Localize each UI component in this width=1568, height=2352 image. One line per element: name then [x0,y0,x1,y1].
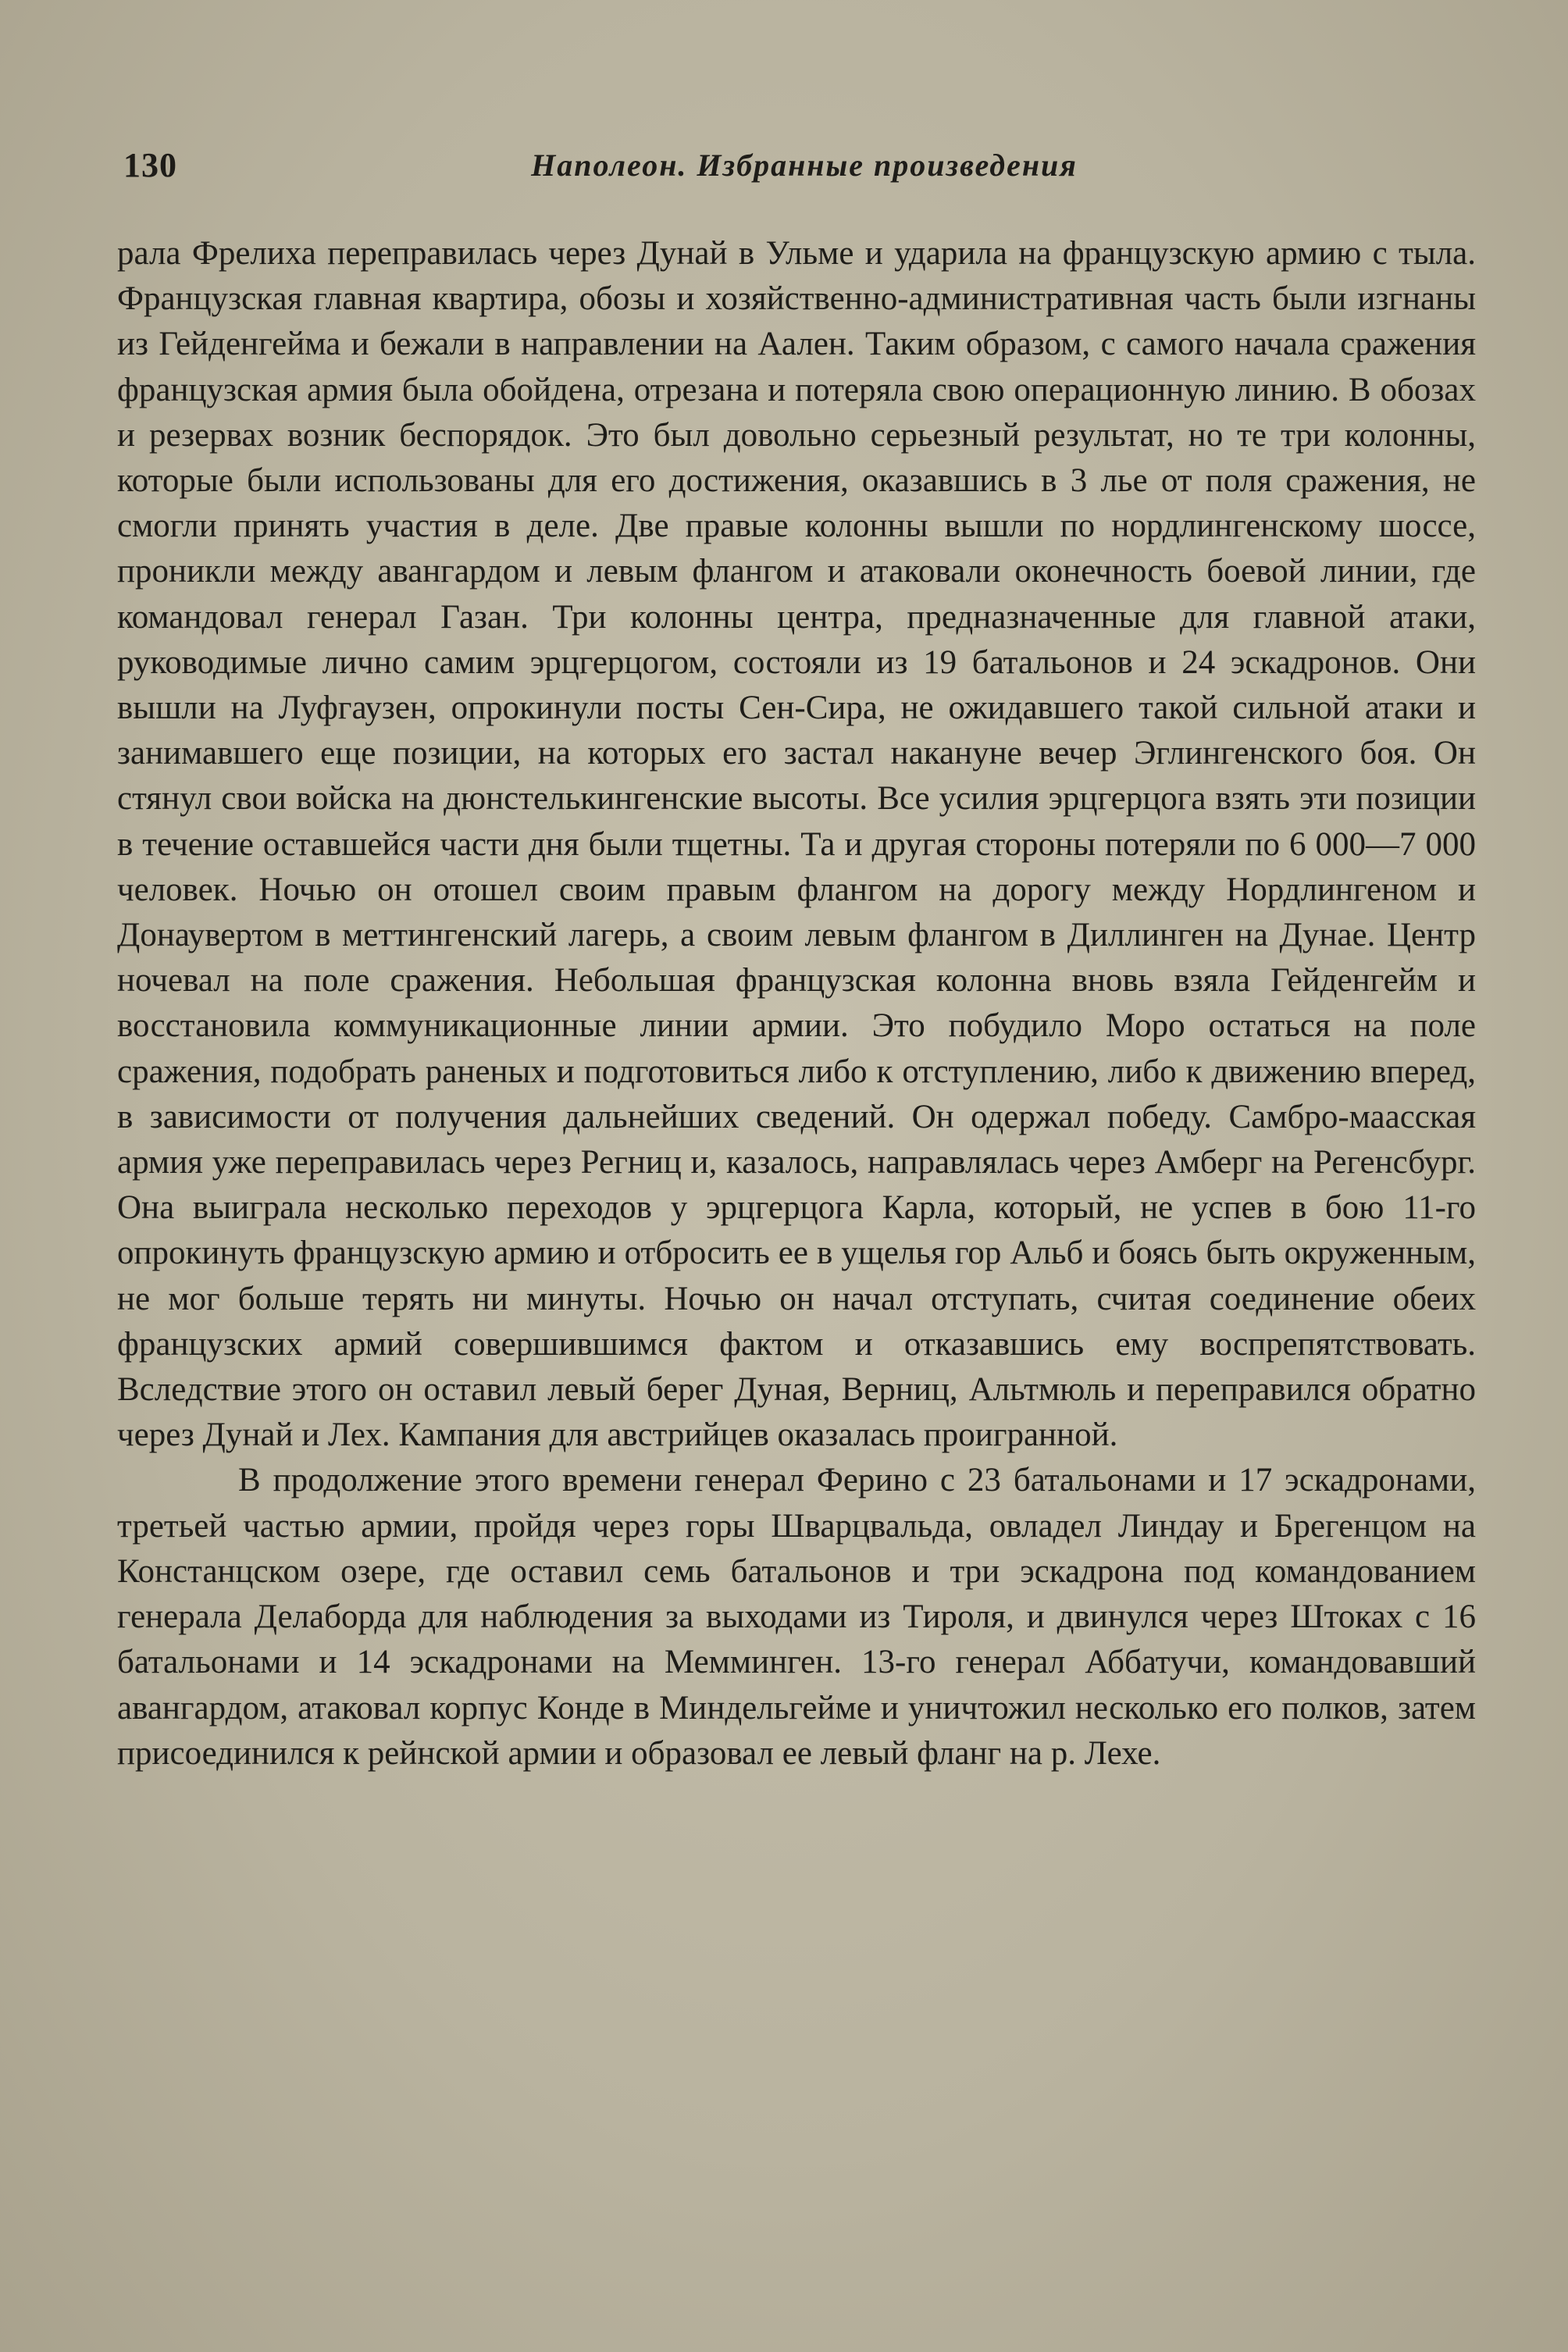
running-header [117,145,1491,192]
paragraph-ferino: В продолжение этого времени генерал Ферино с 23 батальонами и 17 эскадронами, третьей частью армии, пройдя через горы Шварцвальда, овладел Линдау и Брегенцом на Констанцском озере, где оставил семь батальонов и три эскадрона под командованием генерала Делаборда для наблюдения за выходами из Тироля, и двинулся через Штоках с 16 батальонами и 14 эскадронами на Мемминген. 13-го генерал Аббатучи, командовавший авангардом, атаковал корпус Конде в Миндельгейме и уничтожил несколько его полков, затем присоединился к рейнской армии и образовал ее левый фланг на р. Лехе. [117,1462,1476,1772]
paragraph-continuation: рала Фрелиха переправилась через Дунай в Ульме и ударила на французскую армию с тыла. Французская главная квартира, обозы и хозяйственно-административная часть были изгнаны из Гейденгейма и бежали в направлении на Аален. Таким образом, с самого начала сражения французская армия была обойдена, отрезана и потеряла свою операционную линию. В обозах и резервах возник беспорядок. Это был довольно серьезный результат, но те три колонны, которые были использованы для его достижения, оказавшись в 3 лье от поля сражения, не смогли принять участия в деле. Две правые колонны вышли по нордлингенскому шоссе, проникли между авангардом и левым флангом и атаковали оконечность боевой линии, где командовал генерал Газан. Три колонны центра, предназначенные для главной атаки, руководимые лично самим эрцгерцогом, состояли из 19 батальонов и 24 эскадронов. Они вышли на Луфгаузен, опрокинули посты Сен-Сира, не ожидавшего такой сильной атаки и занимавшего еще позиции, на которых его застал накануне вечер Эглингенского боя. Он стянул свои войска на дюнстелькингенские высоты. Все усилия эрцгерцога взять эти позиции в течение оставшейся части дня были тщетны. Та и другая стороны потеряли по 6 000—7 000 человек. Ночью он отошел своим правым флангом на дорогу между Нордлингеном и Донаувертом в меттингенский лагерь, а своим левым флангом в Диллинген на Дунае. Центр ночевал на поле сражения. Небольшая французская колонна вновь взяла Гейденгейм и восстановила коммуникационные линии армии. Это побудило Моро остаться на поле сражения, подобрать раненых и подготовиться либо к отступлению, либо к движению вперед, в зависимости от получения дальнейших сведений. Он одержал победу. Самбро-маасская армия уже переправилась через Регниц и, казалось, направлялась через Амберг на Регенсбург. Она выиграла несколько переходов у эрцгерцога Карла, который, не успев в бою 11-го опрокинуть французскую армию и отбросить ее в ущелья гор Альб и боясь быть окруженным, не мог больше терять ни минуты. Ночью он начал отступать, считая соединение обеих французских армий совершившимся фактом и отказавшись ему воспрепятствовать. Вследствие этого он оставил левый берег Дуная, Верниц, Альтмюль и переправился обратно через Дунай и Лех. Кампания для австрийцев оказалась проигранной. [117,235,1476,1454]
book-title: Наполеон. Избранные произведения [531,148,1078,183]
page-number: 130 [123,146,177,184]
body-text [117,231,1476,1776]
